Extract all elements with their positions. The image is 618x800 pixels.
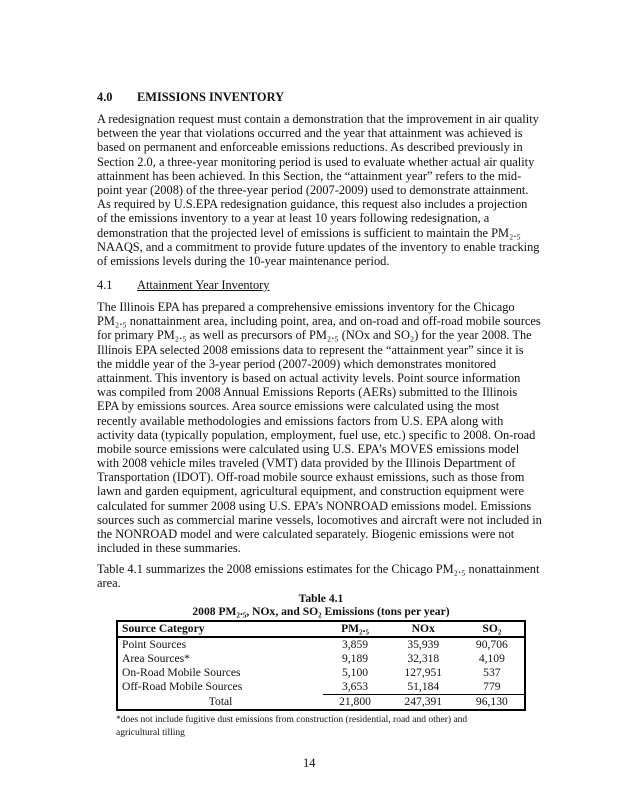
text-line: point year (2008) of the three-year period (2007-2009) used to demonstrate attainment. [97, 182, 529, 197]
table-cell: 779 [483, 680, 501, 693]
footnote-line: *does not include fugitive dust emissions from construction (residential, road and other) and [116, 715, 468, 725]
subsection-title: Attainment Year Inventory [137, 278, 270, 292]
table-cell: 127,951 [404, 666, 443, 679]
section-heading [97, 90, 284, 104]
table-cell: 32,318 [407, 652, 440, 665]
text-line: A redesignation request must contain a demonstration that the improvement in air quality [97, 112, 539, 126]
text-line: Transportation (IDOT). Off-road mobile source exhaust emissions, such as those from [97, 470, 525, 485]
text-line: Illinois EPA selected 2008 emissions data to represent the “attainment year” since it is [97, 342, 524, 357]
table-cell: Area Sources* [122, 652, 190, 665]
paragraph-inventory [97, 300, 542, 555]
table-title: 2008 PM₂.₅, NOx, and SO₂ Emissions (tons per year) [192, 605, 450, 618]
text-line: based on permanent and enforceable emissions reductions. As described previously in [97, 140, 523, 155]
text-line: lawn and garden equipment, agricultural equipment, and construction equipment were [97, 484, 524, 499]
text-line: Table 4.1 summarizes the 2008 emissions estimates for the Chicago PM₂.₅ nonattainment [97, 562, 540, 576]
subsection-heading [97, 278, 269, 292]
text-line: with 2008 vehicle miles traveled (VMT) data provided by the Illinois Department of [97, 456, 516, 471]
text-line: activity data (typically population, employment, fuel use, etc.) specific to 2008. On-road [97, 427, 536, 442]
subsection-number: 4.1 [97, 278, 113, 292]
table-footnote [116, 714, 467, 740]
text-line: recently available methodologies and emissions factors from U.S. EPA along with [97, 413, 504, 428]
table-cell: Off-Road Mobile Sources [122, 680, 243, 694]
table-row [117, 680, 525, 695]
table-cell: 3,653 [341, 680, 369, 693]
text-line: PM₂.₅ nonattainment area, including point, area, and on-road and off-road mobile sources [97, 314, 541, 329]
total-cell: 96,130 [460, 695, 525, 711]
table-row [117, 652, 525, 666]
text-line: between the year that violations occurred and the year that attainment was achieved is [97, 126, 523, 141]
text-line: included in these summaries. [97, 541, 241, 556]
page-number: 14 [303, 756, 316, 770]
total-cell: 247,391 [387, 695, 460, 711]
section-number: 4.0 [97, 90, 113, 104]
table-cell: Point Sources [122, 638, 187, 651]
text-line: attainment. This inventory is based on actual activity levels. Point source information [97, 370, 521, 385]
paragraph-intro [97, 112, 540, 268]
table-cell: 9,189 [341, 652, 369, 665]
text-line: was compiled from 2008 Annual Emissions Reports (AERs) submitted to the Illinois [97, 385, 518, 400]
text-line: of the emissions inventory to a year at least 10 years following redesignation, a [97, 211, 490, 226]
emissions-table [116, 620, 526, 711]
text-line: NAAQS, and a commitment to provide future updates of the inventory to enable tracking [97, 239, 540, 254]
table-cell: 5,100 [341, 666, 369, 679]
paragraph-table-intro [97, 562, 539, 590]
text-line: demonstration that the projected level of emissions is sufficient to maintain the PM₂.₅ [97, 225, 521, 240]
table-header-row [117, 621, 525, 637]
text-line: of emissions levels during the 10-year maintenance period. [97, 253, 390, 268]
text-line: mobile source emissions were calculated using U.S. EPA’s MOVES emissions model [97, 441, 520, 456]
table-cell: 35,939 [407, 638, 440, 651]
table-cell: 4,109 [478, 652, 505, 665]
col-header: PM₂.₅ [323, 621, 387, 637]
table-row [117, 637, 525, 652]
table-cell: 537 [483, 666, 501, 679]
text-line: Section 2.0, a three-year monitoring period is used to evaluate whether actual air quality [97, 154, 535, 169]
text-line: sources such as commercial marine vessels, locomotives and aircraft were not included in [97, 512, 542, 527]
text-line: the middle year of the 3-year period (2007-2009) which demonstrates monitored [97, 356, 497, 371]
text-line: area. [97, 576, 121, 591]
col-header: Source Category [117, 621, 323, 637]
total-cell: Total [208, 694, 233, 708]
text-line: attainment has been achieved. In this Section, the “attainment year” refers to the mid- [97, 168, 522, 183]
col-header: SO₂ [460, 621, 525, 637]
text-line: the NONROAD model and were calculated separately. Biogenic emissions were not [97, 527, 515, 541]
table-total-row [117, 695, 525, 711]
text-line: calculated for summer 2008 using U.S. EPA’s NONROAD emissions model. Emissions [97, 498, 532, 513]
text-line: EPA by emissions sources. Area source emissions were calculated using the most [97, 399, 500, 414]
table-label: Table 4.1 [298, 592, 344, 605]
text-line: for primary PM₂.₅ as well as precursors of PM₂.₅ (NOx and SO₂) for the year 2008. The [97, 328, 532, 343]
col-header: NOx [387, 621, 460, 637]
text-line: The Illinois EPA has prepared a comprehensive emissions inventory for the Chicago [97, 300, 515, 314]
text-line: As required by U.S.EPA redesignation guidance, this request also includes a projection [97, 197, 528, 212]
table-row [117, 666, 525, 680]
total-cell: 21,800 [323, 695, 387, 711]
table-cell: 3,859 [341, 638, 369, 651]
table-cell: On-Road Mobile Sources [122, 666, 241, 679]
table-cell: 90,706 [475, 638, 508, 651]
footnote-line: agricultural tilling [116, 728, 185, 738]
section-title: EMISSIONS INVENTORY [137, 90, 285, 104]
table-cell: 51,184 [407, 680, 440, 693]
